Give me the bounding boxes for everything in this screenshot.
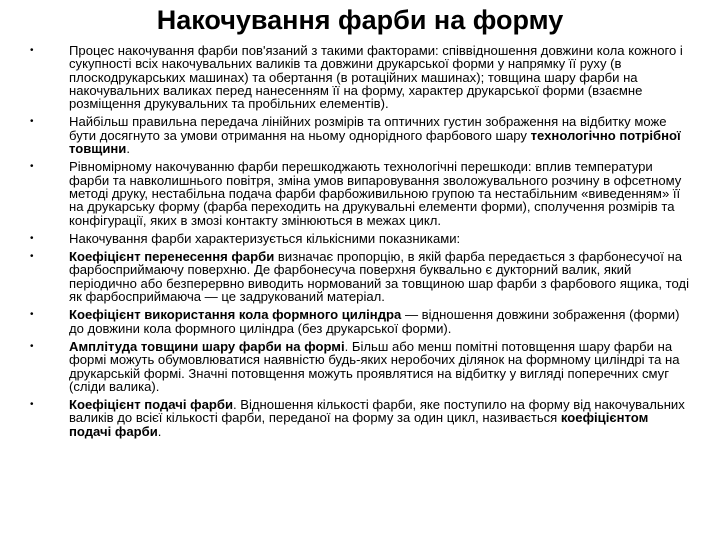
text-segment: Рівномірному накочуванню фарби перешкоджають технологічні перешкоди: вплив температури фарби та навколишнього повітря, зміна умов випаровування зволожувального розчину в офсетному методі друку, нестабільна подача фарби фарбоживильною групою та нестабільним «виведенням» її на друкарську форму (фарба переходить на друкувальні елементи форми), сполучення розмірів та конфігурації, яких в змозі контакту змінюються в межах цикл. [69, 159, 682, 228]
bullet-dot: • [30, 161, 34, 173]
bullet-dot: • [30, 309, 34, 321]
text-segment: . Більш або менш помітні потовщення шару фарби на формі можуть обумовлюватися наявністю будь-яких неробочих ділянок на формному циліндрі та на друкарській формі. Значні потовщення можуть проявлятися на відбитку у вигляді поперечних смуг (сліди валика). [69, 338, 680, 394]
bullet-item [30, 398, 690, 438]
bullet-item [30, 44, 690, 110]
bullet-text [69, 159, 681, 227]
bold-term: Коефіцієнт використання кола формного циліндра [69, 307, 402, 323]
bullet-text [69, 249, 689, 304]
slide-title: Накочування фарби на форму [156, 5, 564, 35]
bullet-text [69, 43, 683, 111]
text-segment: . [157, 423, 162, 439]
bullet-item [30, 308, 690, 335]
bold-term: Коефіцієнт перенесення фарби [69, 249, 275, 265]
text-segment: Накочування фарби характеризується кількісними показниками: [69, 230, 461, 246]
text-segment: . Відношення кількості фарби, яке поступило на форму від накочувальних валиків до всієї кількості фарби, переданої на форму за один цикл, називається [69, 397, 685, 426]
bullet-dot: • [30, 251, 34, 263]
bold-term: коефіцієнтом подачі фарби [69, 410, 649, 439]
bullet-text [69, 339, 680, 394]
bullet-item [30, 250, 690, 303]
bullet-dot: • [30, 45, 34, 56]
text-segment: Процес накочування фарби пов'язаний з такими факторами: співвідношення довжини кола кожного і сукупності всіх накочувальних валиків та довжини друкарської форми у напрямку її руху (в плоскодрукарських машинах) та обертання (в ротаційних машинах); товщина шару фарби на накочувальних валиках перед нанесенням її на форму, характер друкарської форми (взаємне розміщення друкувальних та пробільних елементів). [69, 43, 683, 112]
bullet-text [69, 307, 679, 335]
bullet-list [30, 44, 690, 438]
bullet-dot: • [30, 340, 34, 352]
bold-term: Амплітуда товщини шару фарби на формі [69, 338, 345, 354]
bullet-item [30, 340, 690, 393]
text-segment: — відношення довжини зображення (форми) до довжини кола формного циліндра (без друкарської форми). [69, 307, 680, 336]
bullet-item [30, 160, 690, 226]
bullet-dot: • [30, 399, 34, 411]
bullet-text [69, 231, 460, 246]
text-segment: визначає пропорцію, в якій фарба передається з фарбонесучої на фарбосприймаючу поверхню. Де фарбонесуча поверхня буквально є дукторний валик, який періодично або безперервно виводить нормований за товщиною шар фарби з фарбового ящика, тоді як фарбосприймаюча — це задрукований матеріал. [69, 249, 689, 305]
bullet-text [69, 114, 681, 156]
bullet-item [30, 232, 690, 245]
bullet-dot: • [30, 116, 34, 128]
text-segment: . [126, 141, 130, 157]
bullet-dot: • [30, 232, 34, 244]
text-segment: Найбільш правильна передача лінійних розмірів та оптичних густин зображення на відбитку може бути досягнуто за умови отримання на ньому однорідного фарбового шару [69, 114, 667, 143]
bold-term: технологічно потрібної товщини [69, 127, 681, 157]
bullet-text [69, 397, 685, 439]
bold-term: Коефіцієнт подачі фарби [69, 397, 233, 413]
bullet-item [30, 115, 690, 155]
